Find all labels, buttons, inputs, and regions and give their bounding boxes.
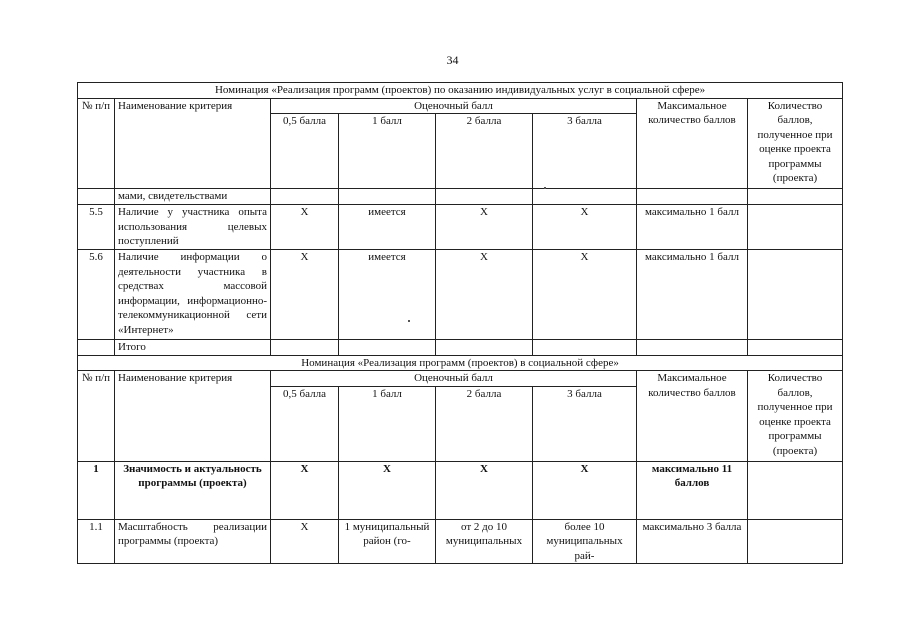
- row-number: 1: [78, 461, 115, 519]
- header-num: № п/п: [78, 98, 115, 189]
- obtained-cell: [748, 519, 843, 564]
- score-2-cell: от 2 до 10 муниципальных: [436, 519, 533, 564]
- score-3-cell: более 10 муниципальных рай-: [533, 519, 637, 564]
- header-score-05: 0,5 балла: [271, 386, 339, 461]
- scan-speck: [408, 320, 410, 322]
- max-cell: максимально 1 балл: [637, 205, 748, 250]
- scan-speck: [544, 187, 546, 189]
- max-cell: максимально 11 баллов: [637, 461, 748, 519]
- table-row: [78, 250, 843, 340]
- score-05-cell: Х: [271, 205, 339, 250]
- score-3-cell: Х: [533, 250, 637, 340]
- score-3-cell: Х: [533, 461, 637, 519]
- header-score-3: 3 балла: [533, 386, 637, 461]
- continuation-text: мами, свидетельствами: [115, 189, 271, 205]
- row-number: 5.5: [78, 205, 115, 250]
- section-1-title: Номинация «Реализация программ (проектов) по оказанию индивидуальных услуг в социальной сфере»: [78, 83, 843, 99]
- score-1-cell: Х: [339, 461, 436, 519]
- header-score-2: 2 балла: [436, 386, 533, 461]
- header-score-05: 0,5 балла: [271, 114, 339, 189]
- section-2-title-row: [78, 355, 843, 371]
- score-05-cell: Х: [271, 461, 339, 519]
- max-cell: максимально 3 балла: [637, 519, 748, 564]
- criteria-table: [77, 82, 843, 564]
- score-2-cell: Х: [436, 461, 533, 519]
- header-obtained: Количество баллов, полученное при оценке проекта программы (проекта): [748, 371, 843, 462]
- header-num: № п/п: [78, 371, 115, 462]
- header-score: Оценочный балл: [271, 371, 637, 387]
- criterion-name: Масштабность реализации программы (проекта): [115, 519, 271, 564]
- header-obtained: Количество баллов, полученное при оценке проекта программы (проекта): [748, 98, 843, 189]
- header-score: Оценочный балл: [271, 98, 637, 114]
- criterion-name: Наличие информации о деятельности участника в средствах массовой информации, информационно-телекоммуникационной сети «Интернет»: [115, 250, 271, 340]
- score-05-cell: Х: [271, 250, 339, 340]
- total-label: Итого: [115, 340, 271, 356]
- section-2-title: Номинация «Реализация программ (проектов) в социальной сфере»: [78, 355, 843, 371]
- score-3-cell: Х: [533, 205, 637, 250]
- header-max: Максимальное количество баллов: [637, 371, 748, 462]
- row-number: 5.6: [78, 250, 115, 340]
- obtained-cell: [748, 205, 843, 250]
- score-1-cell: имеется: [339, 205, 436, 250]
- obtained-cell: [748, 461, 843, 519]
- score-2-cell: Х: [436, 205, 533, 250]
- score-1-cell: 1 муниципальный район (го-: [339, 519, 436, 564]
- table-row: [78, 205, 843, 250]
- section-1-header-row-1: [78, 98, 843, 114]
- table-row: [78, 461, 843, 519]
- row-number: 1.1: [78, 519, 115, 564]
- criterion-name: Наличие у участника опыта использования целевых поступлений: [115, 205, 271, 250]
- header-score-1: 1 балл: [339, 114, 436, 189]
- header-criterion: Наименование критерия: [115, 98, 271, 189]
- score-05-cell: Х: [271, 519, 339, 564]
- page-number: 34: [446, 53, 459, 67]
- total-row: [78, 340, 843, 356]
- section-1-title-row: [78, 83, 843, 99]
- score-1-cell: имеется: [339, 250, 436, 340]
- obtained-cell: [748, 250, 843, 340]
- header-score-2: 2 балла: [436, 114, 533, 189]
- max-cell: максимально 1 балл: [637, 250, 748, 340]
- continuation-row: [78, 189, 843, 205]
- header-max: Максимальное количество баллов: [637, 98, 748, 189]
- header-score-1: 1 балл: [339, 386, 436, 461]
- header-score-3: 3 балла: [533, 114, 637, 189]
- criterion-name: Значимость и актуальность программы (проекта): [115, 461, 271, 519]
- score-2-cell: Х: [436, 250, 533, 340]
- table-row: [78, 519, 843, 564]
- section-2-header-row-1: [78, 371, 843, 387]
- header-criterion: Наименование критерия: [115, 371, 271, 462]
